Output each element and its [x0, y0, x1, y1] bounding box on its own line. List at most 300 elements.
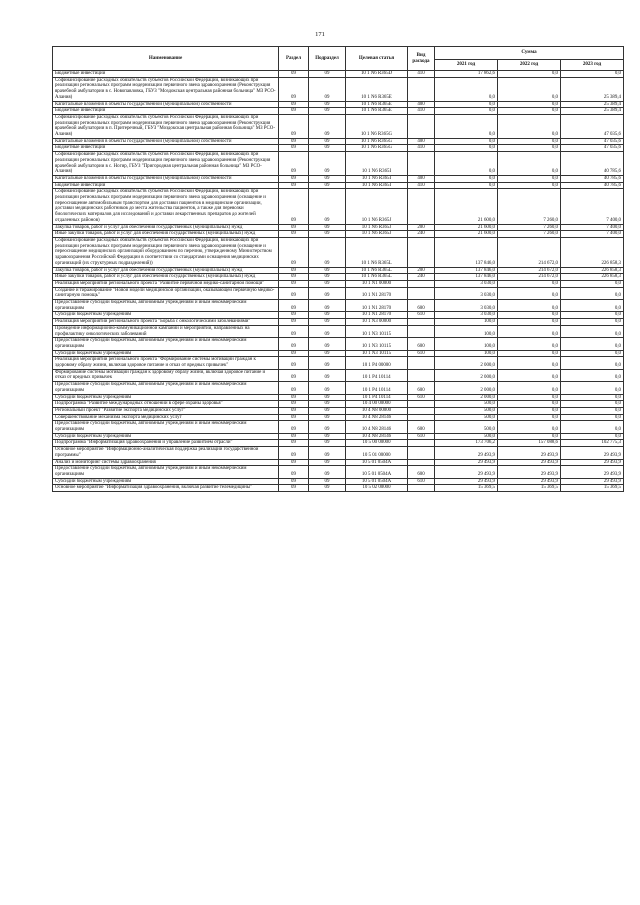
row-section: 09 [279, 357, 309, 369]
row-amount-2023: 0,0 [561, 369, 624, 381]
header-name: Наименование [53, 47, 279, 71]
row-expense-type [408, 287, 435, 299]
row-amount-2022: 29 493,9 [498, 478, 561, 485]
row-subsection: 09 [309, 357, 346, 369]
row-amount-2023: 0,0 [561, 414, 624, 421]
row-amount-2022: 0,0 [498, 407, 561, 414]
row-amount-2022: 0,0 [498, 312, 561, 319]
row-amount-2021: 3 030,0 [435, 300, 498, 312]
row-section: 09 [279, 382, 309, 394]
row-subsection: 09 [309, 407, 346, 414]
row-amount-2021: 0,0 [435, 152, 498, 176]
row-amount-2021: 15 369,5 [435, 485, 498, 492]
row-amount-2021: 500,0 [435, 414, 498, 421]
table-row [53, 224, 624, 231]
row-section: 09 [279, 421, 309, 433]
row-expense-type: 400 [408, 138, 435, 145]
row-amount-2023: 0,0 [561, 407, 624, 414]
row-target: 10 1 P4 00000 [346, 357, 408, 369]
row-amount-2021: 29 493,9 [435, 459, 498, 466]
row-amount-2021: 500,0 [435, 407, 498, 414]
row-subsection: 09 [309, 138, 346, 145]
table-header [53, 47, 624, 71]
header-year-2021: 2021 год [435, 60, 498, 71]
row-section: 09 [279, 175, 309, 182]
row-name: Предоставление субсидий бюджетным, автономным учреждениям и иным некоммерческим организациям [53, 300, 279, 312]
row-subsection: 09 [309, 224, 346, 231]
row-expense-type [408, 325, 435, 337]
row-section: 09 [279, 287, 309, 299]
row-subsection: 09 [309, 338, 346, 350]
table-row [53, 189, 624, 224]
row-name: Капитальные вложения в объекты государственной (муниципальной) собственности [53, 175, 279, 182]
row-expense-type [408, 237, 435, 267]
row-section: 09 [279, 319, 309, 326]
row-name: Основное мероприятие "Информационно-аналитическая поддержка реализации государственной программы" [53, 447, 279, 459]
row-target: 10 1 N3 00000 [346, 319, 408, 326]
row-amount-2022: 214 672,0 [498, 237, 561, 267]
row-subsection: 09 [309, 231, 346, 238]
row-amount-2023: 226 858,3 [561, 267, 624, 274]
row-target: 10 1 N6 R365E [346, 108, 408, 115]
row-amount-2022: 0,0 [498, 77, 561, 101]
table-row [53, 466, 624, 478]
table-row [53, 319, 624, 326]
row-name: Софинансирование расходных обязательств субъектов Российской Федерации, возникающих при реализации региональных программ модернизации первичного звена здравоохранения (оснащение и переоснащение медицинских организаций оборудованием по перечню, утвержденному Министерством здравоохранения Российской Федерации в соответствии со стандартами оснащения медицинских организаций (их структурных подразделений)) [53, 237, 279, 267]
row-target: 10 1 N6 R365L [346, 237, 408, 267]
row-target: 10 1 N6 R365J [346, 231, 408, 238]
row-amount-2022: 7 260,0 [498, 231, 561, 238]
row-name: Предоставление субсидий бюджетным, автономным учреждениям и иным некоммерческим организациям [53, 466, 279, 478]
row-amount-2021: 500,0 [435, 421, 498, 433]
row-amount-2023: 25 389,4 [561, 101, 624, 108]
row-section: 09 [279, 338, 309, 350]
table-row [53, 101, 624, 108]
row-name: Софинансирование расходных обязательств субъектов Российской Федерации, возникающих при реализации региональных программ модернизации первичного звена здравоохранения (оснащение и переоснащение автомобильным транспортом для доставки пациентов в медицинские организации, доставки медицинских работников до места жительства пациентов, а также для перевозки биологических материалов для исследований и доставки лекарственных препаратов до жителей отдаленных районов) [53, 189, 279, 224]
row-amount-2022: 0,0 [498, 369, 561, 381]
row-section: 09 [279, 300, 309, 312]
row-name: Подпрограмма "Информатизация здравоохранения и управление развитием отрасли" [53, 440, 279, 447]
row-subsection: 09 [309, 77, 346, 101]
row-expense-type [408, 319, 435, 326]
row-target: 10 5 01 00000 [346, 447, 408, 459]
table-row [53, 421, 624, 433]
row-target: 10 1 N1 28170 [346, 312, 408, 319]
row-amount-2022: 0,0 [498, 182, 561, 189]
table-row [53, 459, 624, 466]
row-amount-2022: 0,0 [498, 357, 561, 369]
row-section: 09 [279, 433, 309, 440]
row-amount-2022: 0,0 [498, 421, 561, 433]
row-subsection: 09 [309, 382, 346, 394]
row-expense-type: 240 [408, 231, 435, 238]
row-amount-2023: 40 785,6 [561, 152, 624, 176]
row-subsection: 09 [309, 440, 346, 447]
row-name: Формирование системы мотивации граждан к здоровому образу жизни, включая здоровое питание и отказ от вредных привычек [53, 369, 279, 381]
row-subsection: 09 [309, 280, 346, 287]
row-amount-2022: 0,0 [498, 401, 561, 408]
row-name: Софинансирование расходных обязательств субъектов Российской Федерации, возникающих при реализации региональных программ модернизации первичного звена здравоохранения (Реконструкция врачебной амбулатории в с. Ногир, ГБУЗ "Пригородная центральная районная больница" МЗ РСО-Алания) [53, 152, 279, 176]
row-amount-2022: 0,0 [498, 382, 561, 394]
row-expense-type: 410 [408, 71, 435, 78]
row-subsection: 09 [309, 421, 346, 433]
row-name: Иные закупки товаров, работ и услуг для обеспечения государственных (муниципальных) нужд [53, 231, 279, 238]
table-row [53, 394, 624, 401]
row-expense-type: 610 [408, 350, 435, 357]
row-amount-2022: 7 260,0 [498, 189, 561, 224]
row-name: Субсидии бюджетным учреждениям [53, 394, 279, 401]
row-expense-type: 410 [408, 145, 435, 152]
row-section: 09 [279, 274, 309, 281]
row-expense-type [408, 407, 435, 414]
row-name: Закупка товаров, работ и услуг для обеспечения государственных (муниципальных) нужд [53, 224, 279, 231]
row-name: Бюджетные инвестиции [53, 145, 279, 152]
row-target: 10 5 01 0504A [346, 478, 408, 485]
row-amount-2022: 0,0 [498, 414, 561, 421]
row-subsection: 09 [309, 108, 346, 115]
row-amount-2021: 100,0 [435, 325, 498, 337]
row-expense-type [408, 447, 435, 459]
row-expense-type [408, 485, 435, 492]
row-amount-2022: 7 260,0 [498, 224, 561, 231]
row-amount-2021: 100,0 [435, 319, 498, 326]
row-amount-2022: 0,0 [498, 101, 561, 108]
row-expense-type: 200 [408, 267, 435, 274]
table-row [53, 287, 624, 299]
row-amount-2022: 0,0 [498, 319, 561, 326]
row-amount-2023: 7 400,0 [561, 224, 624, 231]
row-subsection: 09 [309, 152, 346, 176]
row-section: 09 [279, 267, 309, 274]
row-expense-type [408, 114, 435, 138]
table-row [53, 350, 624, 357]
row-expense-type: 410 [408, 182, 435, 189]
table-row [53, 407, 624, 414]
table-row [53, 338, 624, 350]
row-target: 10 1 N1 28170 [346, 300, 408, 312]
table-row [53, 182, 624, 189]
row-section: 09 [279, 101, 309, 108]
row-section: 09 [279, 401, 309, 408]
row-target: 10 1 N3 10115 [346, 350, 408, 357]
row-subsection: 09 [309, 401, 346, 408]
table-row [53, 138, 624, 145]
row-amount-2021: 3 030,0 [435, 287, 498, 299]
table-body [53, 71, 624, 492]
header-section: Раздел [279, 47, 309, 71]
row-name: Региональный проект "Развитие экспорта медицинских услуг" [53, 407, 279, 414]
page-number: 171 [315, 31, 325, 38]
row-amount-2021: 137 846,0 [435, 267, 498, 274]
row-amount-2023: 40 785,6 [561, 175, 624, 182]
row-target: 10 1 P4 10114 [346, 382, 408, 394]
row-amount-2023: 29 493,9 [561, 478, 624, 485]
row-expense-type: 600 [408, 338, 435, 350]
row-amount-2023: 102 775,3 [561, 440, 624, 447]
row-expense-type [408, 369, 435, 381]
table-row [53, 447, 624, 459]
row-expense-type: 610 [408, 478, 435, 485]
table-row [53, 77, 624, 101]
row-target: 10 1 P4 10114 [346, 394, 408, 401]
table-row [53, 71, 624, 78]
row-target: 10 1 N6 R365I [346, 152, 408, 176]
row-expense-type [408, 189, 435, 224]
row-subsection: 09 [309, 300, 346, 312]
row-amount-2022: 0,0 [498, 138, 561, 145]
row-expense-type: 610 [408, 312, 435, 319]
row-amount-2021: 0,0 [435, 182, 498, 189]
row-expense-type: 610 [408, 394, 435, 401]
row-name: Капитальные вложения в объекты государственной (муниципальной) собственности [53, 101, 279, 108]
row-amount-2022: 0,0 [498, 325, 561, 337]
row-amount-2023: 47 035,6 [561, 114, 624, 138]
table-row [53, 145, 624, 152]
table-row [53, 152, 624, 176]
row-amount-2023: 0,0 [561, 394, 624, 401]
row-expense-type [408, 280, 435, 287]
row-subsection: 09 [309, 145, 346, 152]
row-expense-type [408, 459, 435, 466]
row-amount-2023: 0,0 [561, 382, 624, 394]
row-amount-2022: 0,0 [498, 114, 561, 138]
row-subsection: 09 [309, 350, 346, 357]
row-amount-2023: 0,0 [561, 325, 624, 337]
row-expense-type: 200 [408, 224, 435, 231]
row-amount-2023: 0,0 [561, 280, 624, 287]
row-amount-2023: 226 858,3 [561, 274, 624, 281]
row-amount-2021: 2 000,0 [435, 369, 498, 381]
row-name: Бюджетные инвестиции [53, 182, 279, 189]
row-target: 10 1 N6 R365G [346, 114, 408, 138]
row-section: 09 [279, 224, 309, 231]
header-expense-type: Вид расхода [408, 47, 435, 71]
row-amount-2022: 29 493,9 [498, 459, 561, 466]
row-amount-2023: 47 035,6 [561, 145, 624, 152]
row-subsection: 09 [309, 287, 346, 299]
row-expense-type: 600 [408, 382, 435, 394]
row-amount-2021: 0,0 [435, 77, 498, 101]
table-row [53, 357, 624, 369]
row-subsection: 09 [309, 274, 346, 281]
row-target: 10 5 01 0504A [346, 459, 408, 466]
row-subsection: 09 [309, 325, 346, 337]
row-amount-2023: 0,0 [561, 350, 624, 357]
row-subsection: 09 [309, 485, 346, 492]
row-amount-2023: 0,0 [561, 421, 624, 433]
row-name: Закупка товаров, работ и услуг для обеспечения государственных (муниципальных) нужд [53, 267, 279, 274]
table-row [53, 231, 624, 238]
header-subsection: Подраздел [309, 47, 346, 71]
row-amount-2023: 25 389,4 [561, 77, 624, 101]
row-expense-type: 240 [408, 274, 435, 281]
row-target: 10 4 N8 00000 [346, 407, 408, 414]
row-amount-2021: 29 493,9 [435, 478, 498, 485]
row-expense-type [408, 357, 435, 369]
row-amount-2023: 29 493,9 [561, 466, 624, 478]
row-amount-2023: 47 035,6 [561, 138, 624, 145]
row-target: 10 4 00 00000 [346, 401, 408, 408]
row-amount-2021: 0,0 [435, 108, 498, 115]
row-section: 09 [279, 478, 309, 485]
row-amount-2023: 0,0 [561, 433, 624, 440]
row-amount-2022: 0,0 [498, 175, 561, 182]
row-name: Иные закупки товаров, работ и услуг для обеспечения государственных (муниципальных) нужд [53, 274, 279, 281]
row-amount-2021: 21 600,0 [435, 189, 498, 224]
header-year-2023: 2023 год [561, 60, 624, 71]
table-row [53, 325, 624, 337]
row-name: Реализация мероприятий регионального проекта "Борьба с онкологическими заболеваниями" [53, 319, 279, 326]
row-section: 09 [279, 114, 309, 138]
row-target: 10 1 N6 R365G [346, 145, 408, 152]
header-target: Целевая статья [346, 47, 408, 71]
row-amount-2023: 7 400,0 [561, 231, 624, 238]
row-name: Софинансирование расходных обязательств субъектов Российской Федерации, возникающих при реализации региональных программ модернизации первичного звена здравоохранения (Реконструкция врачебной амбулатории в с. Новопавловка, ГБУЗ "Моздокская центральная районная больница" МЗ РСО-Алания) [53, 77, 279, 101]
row-target: 10 5 01 0504A [346, 466, 408, 478]
row-expense-type: 410 [408, 108, 435, 115]
row-amount-2021: 100,0 [435, 350, 498, 357]
row-target: 10 1 N6 R365J [346, 224, 408, 231]
row-amount-2022: 0,0 [498, 394, 561, 401]
row-amount-2023: 15 369,5 [561, 485, 624, 492]
row-subsection: 09 [309, 478, 346, 485]
row-section: 09 [279, 466, 309, 478]
row-subsection: 09 [309, 433, 346, 440]
row-amount-2022: 0,0 [498, 300, 561, 312]
row-amount-2022: 0,0 [498, 145, 561, 152]
row-name: Предоставление субсидий бюджетным, автономным учреждениям и иным некоммерческим организациям [53, 382, 279, 394]
row-amount-2023: 0,0 [561, 319, 624, 326]
row-subsection: 09 [309, 394, 346, 401]
row-amount-2021: 17 862,6 [435, 71, 498, 78]
row-name: Капитальные вложения в объекты государственной (муниципальной) собственности [53, 138, 279, 145]
row-target: 10 1 N3 10115 [346, 325, 408, 337]
row-section: 09 [279, 485, 309, 492]
row-name: Совершенствование механизма экспорта медицинских услуг [53, 414, 279, 421]
row-name: Субсидии бюджетным учреждениям [53, 433, 279, 440]
table-row [53, 237, 624, 267]
row-section: 09 [279, 394, 309, 401]
row-amount-2022: 157 088,6 [498, 440, 561, 447]
row-amount-2023: 0,0 [561, 287, 624, 299]
row-section: 09 [279, 312, 309, 319]
table-row [53, 485, 624, 492]
row-target: 10 4 N8 28146 [346, 421, 408, 433]
row-amount-2021: 21 600,0 [435, 224, 498, 231]
row-amount-2022: 0,0 [498, 108, 561, 115]
row-section: 09 [279, 369, 309, 381]
row-amount-2022: 15 369,5 [498, 485, 561, 492]
row-amount-2021: 500,0 [435, 433, 498, 440]
row-amount-2021: 2 000,0 [435, 357, 498, 369]
row-amount-2022: 0,0 [498, 338, 561, 350]
row-subsection: 09 [309, 101, 346, 108]
row-amount-2021: 137 846,0 [435, 274, 498, 281]
table-row [53, 300, 624, 312]
row-amount-2022: 29 493,9 [498, 466, 561, 478]
row-amount-2022: 29 493,9 [498, 447, 561, 459]
row-amount-2021: 3 030,0 [435, 312, 498, 319]
row-amount-2021: 100,0 [435, 338, 498, 350]
row-target: 10 1 N6 R365I [346, 182, 408, 189]
row-subsection: 09 [309, 114, 346, 138]
row-subsection: 09 [309, 189, 346, 224]
row-expense-type: 610 [408, 433, 435, 440]
row-amount-2022: 0,0 [498, 433, 561, 440]
row-name: Субсидии бюджетным учреждениям [53, 478, 279, 485]
row-amount-2023: 40 785,6 [561, 182, 624, 189]
table-row [53, 401, 624, 408]
table-row [53, 108, 624, 115]
row-target: 10 1 N6 R365E [346, 101, 408, 108]
row-target: 10 1 N6 R365G [346, 138, 408, 145]
row-section: 09 [279, 414, 309, 421]
row-target: 10 1 N6 R365D [346, 71, 408, 78]
row-subsection: 09 [309, 466, 346, 478]
row-section: 09 [279, 108, 309, 115]
row-section: 09 [279, 189, 309, 224]
row-name: Бюджетные инвестиции [53, 108, 279, 115]
header-year-2022: 2022 год [498, 60, 561, 71]
row-amount-2023: 226 858,3 [561, 237, 624, 267]
row-amount-2023: 0,0 [561, 401, 624, 408]
row-amount-2021: 173 706,2 [435, 440, 498, 447]
row-target: 10 1 N1 00000 [346, 280, 408, 287]
row-expense-type [408, 152, 435, 176]
row-expense-type [408, 440, 435, 447]
row-subsection: 09 [309, 459, 346, 466]
row-amount-2021: 2 000,0 [435, 382, 498, 394]
row-amount-2021: 29 493,9 [435, 447, 498, 459]
row-amount-2021: 0,0 [435, 101, 498, 108]
table-row [53, 478, 624, 485]
row-target: 10 1 N3 10115 [346, 338, 408, 350]
row-amount-2022: 0,0 [498, 152, 561, 176]
row-amount-2021: 21 600,0 [435, 231, 498, 238]
row-name: Предоставление субсидий бюджетным, автономным учреждениям и иным некоммерческим организациям [53, 421, 279, 433]
row-subsection: 09 [309, 182, 346, 189]
row-amount-2023: 29 493,9 [561, 459, 624, 466]
row-section: 09 [279, 77, 309, 101]
row-section: 09 [279, 71, 309, 78]
row-expense-type: 600 [408, 421, 435, 433]
row-amount-2021: 0,0 [435, 145, 498, 152]
row-expense-type: 400 [408, 101, 435, 108]
table-row [53, 433, 624, 440]
row-amount-2023: 7 400,0 [561, 189, 624, 224]
table-row [53, 280, 624, 287]
row-name: Анализ и мониторинг системы здравоохранения [53, 459, 279, 466]
row-amount-2021: 2 000,0 [435, 394, 498, 401]
table-row [53, 274, 624, 281]
row-subsection: 09 [309, 71, 346, 78]
row-amount-2021: 0,0 [435, 114, 498, 138]
row-expense-type [408, 77, 435, 101]
row-name: Софинансирование расходных обязательств субъектов Российской Федерации, возникающих при реализации региональных программ модернизации первичного звена здравоохранения (Реконструкция врачебной амбулатории в п. Притеречный, ГБУЗ "Моздокская центральная районная больница" МЗ РСО-Алания) [53, 114, 279, 138]
row-amount-2022: 214 672,0 [498, 274, 561, 281]
row-amount-2022: 0,0 [498, 287, 561, 299]
row-target: 10 5 02 00000 [346, 485, 408, 492]
row-name: Предоставление субсидий бюджетным, автономным учреждениям и иным некоммерческим организациям [53, 338, 279, 350]
table-row [53, 440, 624, 447]
table-row [53, 414, 624, 421]
row-amount-2023: 0,0 [561, 300, 624, 312]
row-target: 10 5 00 00000 [346, 440, 408, 447]
budget-table [52, 46, 624, 492]
row-name: Проведение информационно-коммуникационной кампании и мероприятий, направленных на профилактику онкологических заболеваний [53, 325, 279, 337]
row-amount-2022: 0,0 [498, 280, 561, 287]
row-amount-2021: 3 030,0 [435, 280, 498, 287]
